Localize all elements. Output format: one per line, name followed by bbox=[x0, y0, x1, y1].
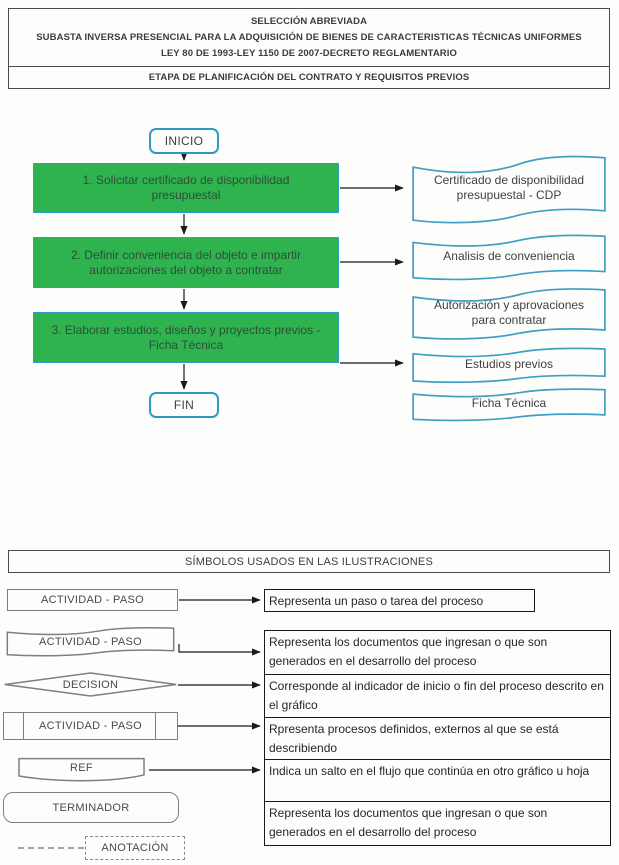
legend-shape-predefined-process bbox=[3, 712, 178, 740]
legend-description-document: Representa los documentos que ingresan o que son generados en el desarrollo del proceso bbox=[265, 631, 610, 675]
legend-shape-terminator-label: TERMINADOR bbox=[52, 801, 130, 814]
flow-document-analisis-label: Analisis de conveniencia bbox=[443, 248, 575, 263]
predefined-process-right-bar bbox=[155, 712, 156, 740]
legend-description-predefined: Rpresenta procesos definidos, externos al que se está describiendo bbox=[265, 718, 610, 760]
flow-document-cdp-label: Certificado de disponibilidad presupuestal - CDP bbox=[433, 173, 585, 202]
header-line-1: SELECCIÓN ABREVIADA bbox=[250, 16, 368, 27]
flow-document-cdp bbox=[407, 150, 611, 228]
document-header bbox=[8, 8, 610, 89]
flow-step-1 bbox=[33, 163, 339, 213]
legend-shape-annotation bbox=[85, 836, 185, 860]
legend-description-step: Representa un paso o tarea del proceso bbox=[264, 589, 535, 612]
flow-step-2 bbox=[33, 237, 339, 288]
legend-title: SÍMBOLOS USADOS EN LAS ILUSTRACIONES bbox=[8, 550, 610, 573]
flow-step-1-label: 1. Solicitar certificado de disponibilidad presupuestal bbox=[82, 173, 290, 202]
legend-shape-annotation-label: ANOTACIÓN bbox=[101, 842, 169, 854]
legend-shape-decision-label: DECISION bbox=[62, 678, 119, 691]
header-line-3: LEY 80 DE 1993-LEY 1150 DE 2007-DECRETO REGLAMENTARIO bbox=[160, 48, 458, 59]
legend-shape-ref bbox=[15, 757, 148, 785]
header-title-block bbox=[9, 9, 609, 66]
flow-start-terminator bbox=[149, 128, 219, 154]
flow-end-terminator bbox=[149, 392, 219, 418]
legend-shape-document-label: ACTIVIDAD - PASO bbox=[39, 635, 142, 648]
legend-shape-rectangle-label: ACTIVIDAD - PASO bbox=[41, 594, 144, 606]
flow-document-analisis bbox=[407, 231, 611, 283]
legend-description-ref: Indica un salto en el flujo que continúa en otro gráfico u hoja bbox=[265, 760, 610, 802]
legend-shape-decision bbox=[3, 672, 178, 697]
legend-description-terminator: Representa los documentos que ingresan o que son generados en el desarrollo del proceso bbox=[269, 806, 548, 839]
flow-document-ficha bbox=[407, 386, 611, 423]
flow-end-label: FIN bbox=[173, 398, 195, 412]
flow-start-label: INICIO bbox=[164, 134, 204, 148]
flow-step-2-label: 2. Definir conveniencia del objeto e impartir autorizaciones del objeto a contratar bbox=[70, 247, 302, 277]
header-line-2: SUBASTA INVERSA PRESENCIAL PARA LA ADQUISICIÓN DE BIENES DE CARACTERISTICAS TÉCNICAS UNIFORMES bbox=[36, 32, 582, 43]
legend-shape-document bbox=[2, 625, 179, 658]
legend-shape-rectangle bbox=[7, 589, 178, 611]
flow-document-estudios bbox=[407, 345, 611, 385]
flow-step-3-label: 3. Elaborar estudios, diseños y proyectos previos - Ficha Técnica bbox=[51, 322, 321, 352]
legend-shape-predefined-label: ACTIVIDAD - PASO bbox=[39, 720, 142, 732]
flow-step-3 bbox=[33, 312, 339, 363]
legend-description-table bbox=[264, 630, 611, 846]
flow-document-autorizacion-label: Autorización y aprovaciones para contratar bbox=[433, 297, 585, 327]
legend-shape-terminator bbox=[3, 792, 179, 823]
predefined-process-left-bar bbox=[23, 712, 24, 740]
flow-document-estudios-label: Estudios previos bbox=[464, 356, 554, 371]
flow-document-autorizacion bbox=[407, 284, 611, 343]
flow-document-ficha-label: Ficha Técnica bbox=[471, 396, 547, 410]
legend-shape-ref-label: REF bbox=[70, 762, 93, 774]
header-stage-row: ETAPA DE PLANIFICACIÓN DEL CONTRATO Y REQUISITOS PREVIOS bbox=[9, 66, 609, 88]
legend-description-decision: Corresponde al indicador de inicio o fin del proceso descrito en el gráfico bbox=[265, 675, 610, 718]
